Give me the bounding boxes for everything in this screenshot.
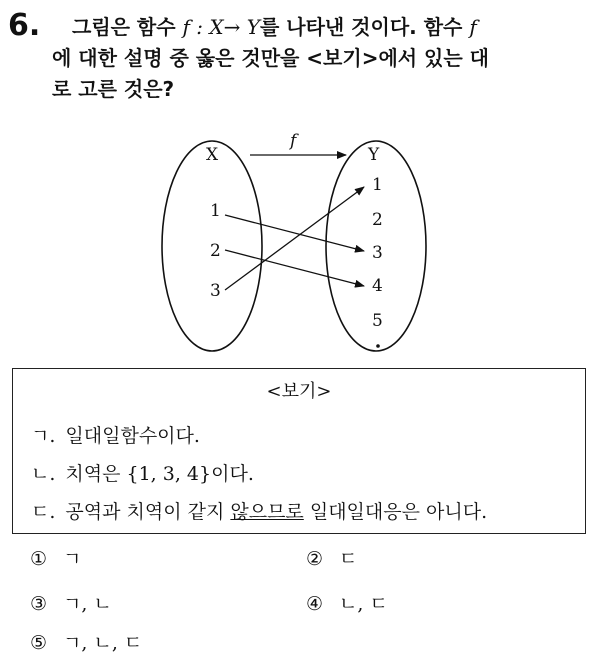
codomain-element: 2	[372, 210, 383, 230]
function-notation: f : X→ Y	[182, 15, 260, 39]
option-2[interactable]	[306, 544, 357, 571]
option-4[interactable]	[306, 589, 388, 616]
mapping-arrow-3-to-1	[225, 187, 364, 290]
small-dot	[376, 344, 380, 348]
bogi-item-c	[31, 497, 487, 524]
bogi-underlined-text: 않으므로	[230, 501, 304, 523]
codomain-element: 1	[372, 175, 383, 195]
bogi-marker: ㄱ.	[31, 425, 56, 447]
codomain-label: Y	[368, 145, 380, 165]
question-line1-post: 를 나타낸 것이다. 함수	[259, 15, 463, 39]
bogi-marker: ㄷ.	[31, 501, 56, 523]
option-3[interactable]	[30, 589, 112, 616]
domain-label: X	[206, 145, 219, 165]
option-number: ⑤	[30, 632, 48, 654]
option-5[interactable]	[30, 628, 142, 655]
question-line1-pre: 그림은 함수	[72, 15, 176, 39]
bogi-item-b	[31, 459, 254, 486]
codomain-element: 3	[372, 243, 383, 263]
bogi-text-post: 일대일대응은 아니다.	[309, 501, 488, 523]
option-number: ②	[306, 548, 324, 570]
option-number: ④	[306, 593, 324, 615]
function-arrow-label: f	[290, 131, 297, 151]
option-text: ㄱ, ㄴ, ㄷ	[63, 632, 143, 654]
bogi-text: 치역은 {1, 3, 4}이다.	[65, 463, 254, 485]
mapping-arrow-2-to-4	[225, 250, 364, 286]
option-1[interactable]	[30, 544, 81, 571]
option-number: ③	[30, 593, 48, 615]
mapping-arrow-1-to-3	[225, 215, 364, 251]
option-number: ①	[30, 548, 48, 570]
bogi-marker: ㄴ.	[31, 463, 56, 485]
bogi-item-a	[31, 421, 200, 448]
bogi-text: 일대일함수이다.	[65, 425, 200, 447]
domain-element: 3	[210, 281, 221, 301]
codomain-element: 4	[372, 276, 383, 296]
function-mapping-diagram	[150, 118, 450, 358]
bogi-title: <보기>	[266, 381, 332, 402]
domain-element: 1	[210, 201, 221, 221]
domain-element: 2	[210, 241, 221, 261]
option-text: ㄱ	[63, 548, 82, 570]
question-text	[52, 12, 592, 105]
option-text: ㄴ, ㄷ	[339, 593, 388, 615]
bogi-text-pre: 공역과 치역이 같지	[65, 501, 225, 523]
question-line2: 에 대한 설명 중 옳은 것만을 <보기>에서 있는 대	[52, 46, 489, 70]
codomain-element: 5	[372, 311, 383, 331]
function-f: f	[469, 15, 477, 39]
question-line3: 로 고른 것은?	[52, 77, 175, 101]
question-number: 6.	[8, 8, 41, 43]
option-text: ㄷ	[339, 548, 358, 570]
option-text: ㄱ, ㄴ	[63, 593, 112, 615]
bogi-box	[12, 368, 586, 534]
